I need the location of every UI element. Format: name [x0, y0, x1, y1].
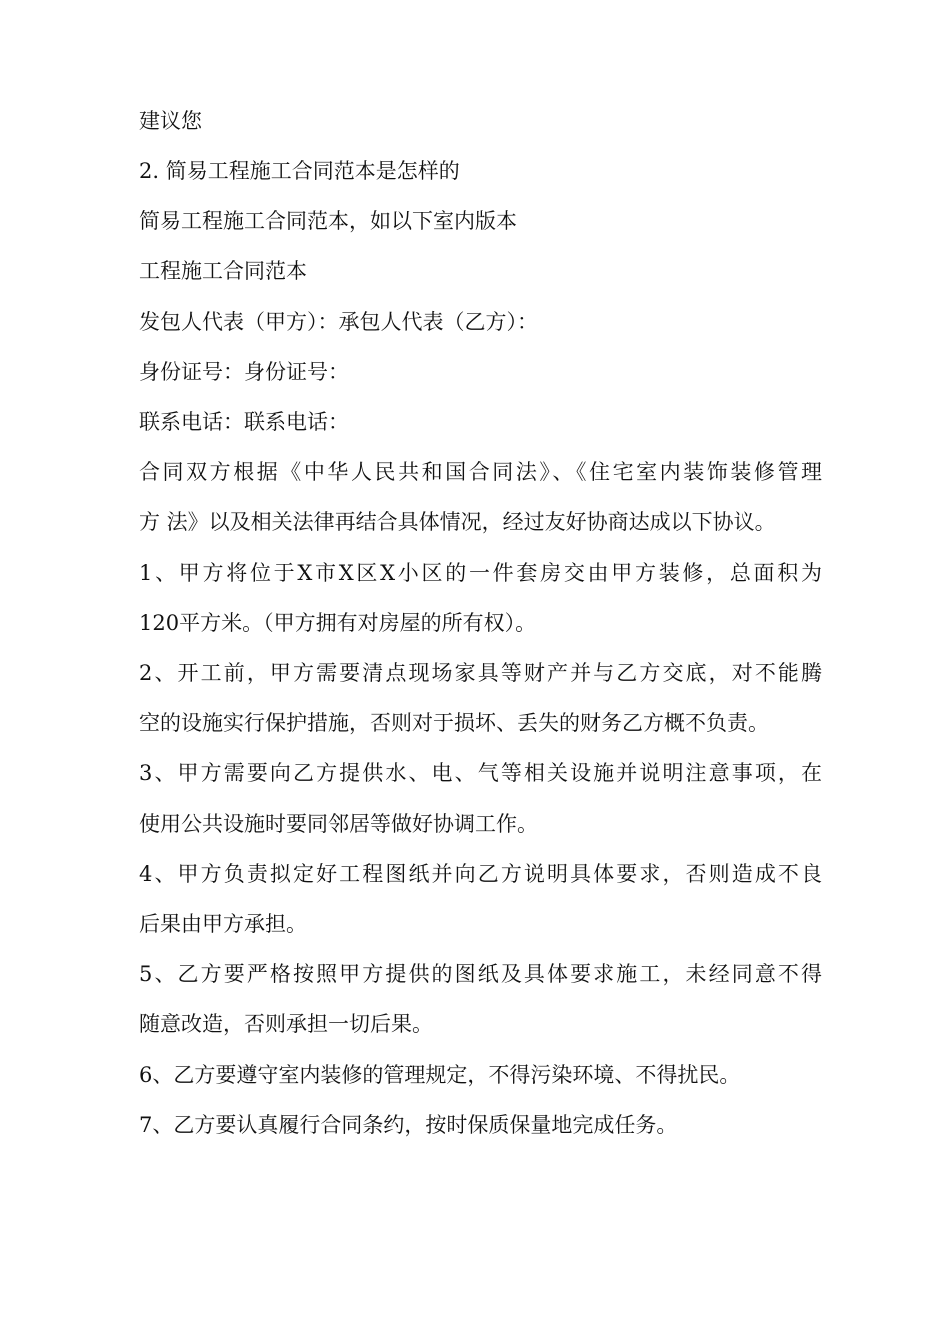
text-line-3: 简易工程施工合同范本，如以下室内版本	[139, 209, 517, 233]
id-number-line: 身份证号：身份证号：	[139, 360, 349, 384]
clause-6: 6、乙方要遵守室内装修的管理规定，不得污染环境、不得扰民。	[139, 1063, 741, 1087]
clause-5-line-2: 随意改造，否则承担一切后果。	[139, 1012, 433, 1036]
text-line-1: 建议您	[139, 109, 202, 133]
contract-title: 工程施工合同范本	[139, 259, 307, 283]
preamble-line-1: 合同双方根据《中华人民共和国合同法》、《住宅室内装饰装修管理	[139, 460, 822, 484]
clause-2-line-2: 空的设施实行保护措施，否则对于损坏、丢失的财务乙方概不负责。	[139, 711, 769, 735]
clause-1-line-1: 1、甲方将位于X市X区X小区的一件套房交由甲方装修，总面积为	[139, 561, 822, 585]
phone-line: 联系电话：联系电话：	[139, 410, 349, 434]
clause-7: 7、乙方要认真履行合同条约，按时保质保量地完成任务。	[139, 1113, 678, 1137]
clause-1-line-2: 120平方米。（甲方拥有对房屋的所有权）。	[139, 611, 537, 635]
preamble-line-2: 方 法》以及相关法律再结合具体情况，经过友好协商达成以下协议。	[139, 510, 776, 534]
clause-4-line-1: 4、甲方负责拟定好工程图纸并向乙方说明具体要求，否则造成不良	[139, 862, 822, 886]
party-representatives: 发包人代表（甲方）：承包人代表（乙方）：	[139, 310, 538, 334]
clause-3-line-2: 使用公共设施时要同邻居等做好协调工作。	[139, 812, 538, 836]
clause-2-line-1: 2、开工前，甲方需要清点现场家具等财产并与乙方交底，对不能腾	[139, 661, 822, 685]
clause-3-line-1: 3、甲方需要向乙方提供水、电、气等相关设施并说明注意事项，在	[139, 761, 822, 785]
clause-5-line-1: 5、乙方要严格按照甲方提供的图纸及具体要求施工，未经同意不得	[139, 962, 822, 986]
clause-4-line-2: 后果由甲方承担。	[139, 912, 307, 936]
section-heading-2: 2. 简易工程施工合同范本是怎样的	[139, 159, 460, 183]
